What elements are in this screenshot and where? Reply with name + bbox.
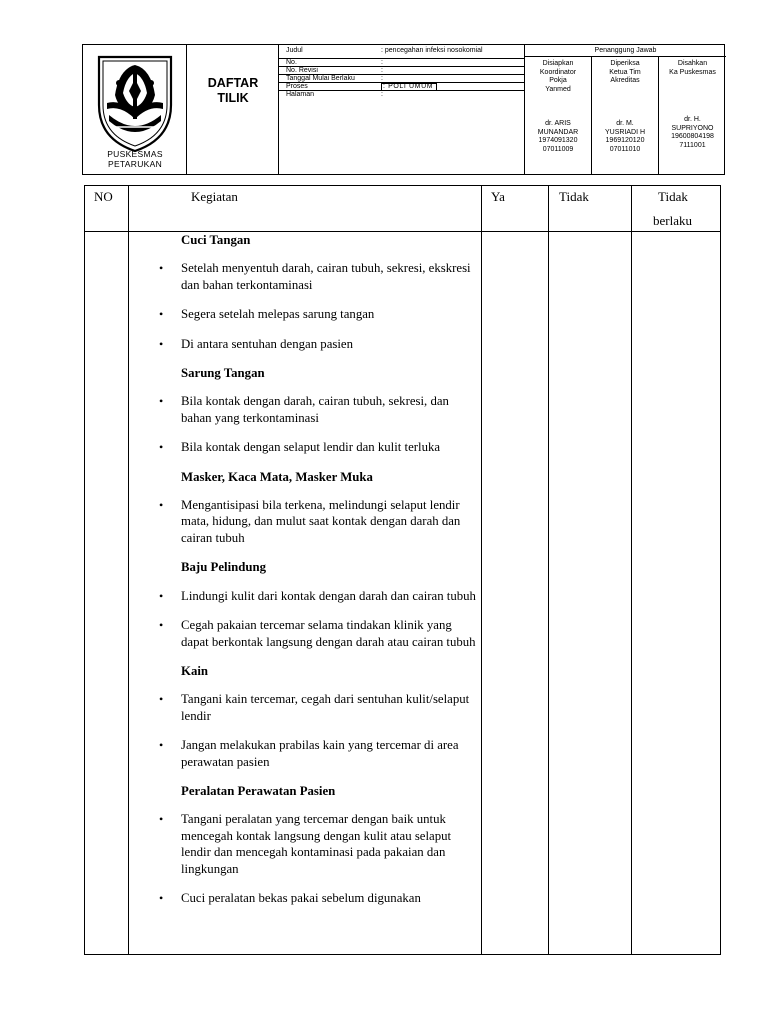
column-divider: [631, 186, 632, 954]
signatory-column-diperiksa: [592, 57, 659, 174]
group-title: Cuci Tangan: [181, 233, 251, 247]
list-item: [159, 691, 481, 724]
info-value: :: [381, 67, 383, 74]
signatory-nip: 7111001: [679, 141, 706, 149]
checklist-items: [159, 232, 481, 919]
list-item: [159, 497, 481, 546]
item-text: Segera setelah melepas sarung tangan: [181, 307, 375, 322]
info-value: :: [381, 59, 383, 66]
item-text: Di antara sentuhan dengan pasien: [181, 336, 353, 351]
info-value: :: [381, 91, 383, 98]
group-title: Baju Pelindung: [181, 560, 266, 575]
signatory-nip: 07011009: [542, 145, 574, 153]
group-title: Masker, Kaca Mata, Masker Muka: [181, 469, 373, 484]
logo-caption-line-1: PUSKESMAS: [107, 149, 163, 159]
list-item: [159, 260, 481, 293]
role-text: Disiapkan: [542, 60, 574, 67]
item-text: Mengantisipasi bila terkena, melindungi selaput lendir mata, hidung, dan mulut saat kontak dengan darah dan cairan tubuh: [181, 498, 461, 545]
item-text: Setelah menyentuh darah, cairan tubuh, sekresi, ekskresi dan bahan terkontaminasi: [181, 261, 471, 292]
signatory-nip: 1969120120: [605, 137, 645, 144]
list-item: [159, 588, 481, 604]
document-title-line-2: TILIK: [217, 91, 249, 105]
signatory-name: dr. M.: [616, 120, 634, 127]
info-label: Tanggal Mulai Berlaku: [286, 75, 355, 82]
role-text: Ka Puskesmas: [669, 68, 716, 76]
group-peralatan: [159, 783, 481, 906]
list-item: [159, 393, 481, 426]
role-text: Yanmed: [545, 85, 571, 93]
column-header-tidak: Tidak: [559, 189, 589, 204]
item-text: Cuci peralatan bekas pakai sebelum digunakan: [181, 890, 421, 905]
info-label: No. Revisi: [286, 67, 318, 74]
signatory-name: dr. H.: [684, 116, 701, 123]
bullet-icon: •: [159, 618, 164, 633]
bullet-icon: •: [159, 498, 164, 513]
group-baju-pelindung: [159, 559, 481, 650]
bullet-icon: •: [159, 440, 164, 455]
bullet-icon: •: [159, 738, 164, 753]
item-text: Bila kontak dengan darah, cairan tubuh, sekresi, dan bahan yang terkontaminasi: [181, 394, 449, 425]
document-title: [187, 45, 279, 174]
item-text: Bila kontak dengan selaput lendir dan kulit terluka: [181, 440, 441, 455]
list-item: [159, 439, 481, 455]
signatory-name: dr. ARIS: [545, 120, 571, 127]
list-item: [159, 336, 481, 352]
signatory-column-disiapkan: [525, 57, 592, 174]
column-divider: [481, 186, 482, 954]
bullet-icon: •: [159, 261, 164, 276]
info-label: Proses: [286, 83, 308, 90]
penanggung-jawab-block: [524, 45, 725, 174]
bullet-icon: •: [159, 890, 164, 905]
info-value: : POLI UMUM: [381, 83, 437, 91]
role-text: Koordinator: [539, 68, 577, 76]
puskesmas-emblem-icon: [93, 53, 177, 153]
list-item: [159, 306, 481, 322]
list-item: [159, 737, 481, 770]
column-header-kegiatan: Kegiatan: [191, 189, 238, 204]
info-row-judul: [279, 45, 524, 59]
item-text: Cegah pakaian tercemar selama tindakan klinik yang dapat berkontak langsung dengan darah atau cairan tubuh: [181, 618, 476, 649]
signatory-name: SUPRIYONO: [671, 124, 714, 132]
column-header-no: NO: [94, 189, 113, 204]
role-text: Akreditas: [610, 77, 640, 84]
group-cuci-tangan: [159, 232, 481, 352]
info-row-halaman: [279, 91, 524, 99]
bullet-icon: •: [159, 307, 164, 322]
group-kain: [159, 663, 481, 770]
list-item: [159, 811, 481, 877]
signatory-nip: 07011010: [609, 145, 641, 153]
info-value: : pencegahan infeksi nosokomial: [381, 47, 483, 54]
group-title: Kain: [181, 663, 209, 678]
column-header-tidak-berlaku-line-1: Tidak: [658, 189, 688, 204]
bullet-icon: •: [159, 812, 164, 827]
info-row-revisi: [279, 67, 524, 75]
item-text: Tangani kain tercemar, cegah dari sentuhan kulit/selaput lendir: [181, 692, 470, 723]
column-header-ya: Ya: [491, 189, 505, 204]
document-title-line-1: DAFTAR: [207, 76, 259, 90]
column-divider: [128, 186, 129, 954]
group-masker: [159, 469, 481, 547]
info-row-tanggal: [279, 75, 524, 83]
group-sarung-tangan: [159, 365, 481, 456]
bullet-icon: •: [159, 692, 164, 707]
signatory-name: YUSRIADI H: [604, 128, 646, 136]
info-row-no: [279, 59, 524, 67]
logo-caption-line-2: PETARUKAN: [107, 159, 163, 169]
column-header-tidak-berlaku-line-2: berlaku: [653, 213, 692, 228]
group-title: Sarung Tangan: [181, 366, 265, 381]
role-text: Ketua Tim: [609, 68, 641, 76]
info-value: :: [381, 75, 383, 82]
info-label: No.: [286, 59, 297, 66]
list-item: [159, 890, 481, 906]
signatory-nip: 1974091320: [538, 137, 578, 144]
info-label: Halaman: [286, 91, 315, 98]
signatory-nip: 19600804198: [671, 133, 714, 140]
document-info-table: [279, 45, 524, 174]
bullet-icon: •: [159, 394, 164, 409]
role-text: Pokja: [549, 77, 567, 84]
logo-cell: [83, 45, 187, 174]
list-item: [159, 617, 481, 650]
info-label: Judul: [286, 47, 303, 54]
signatory-name: MUNANDAR: [537, 128, 579, 136]
group-title: Peralatan Perawatan Pasien: [181, 783, 336, 798]
role-text: Diperiksa: [610, 60, 640, 67]
penanggung-jawab-title: Penanggung Jawab: [525, 45, 726, 57]
signatory-column-disahkan: [659, 57, 726, 174]
item-text: Jangan melakukan prabilas kain yang tercemar di area perawatan pasien: [181, 738, 459, 769]
document-header: [82, 44, 725, 175]
bullet-icon: •: [159, 336, 164, 351]
column-divider: [548, 186, 549, 954]
info-row-proses: [279, 83, 524, 91]
bullet-icon: •: [159, 588, 164, 603]
role-text: Disahkan: [677, 60, 708, 67]
item-text: Tangani peralatan yang tercemar dengan baik untuk mencegah kontak langsung dengan kulit atau selaput lendir dan mencegah kontaminasi pada pakaian dan lingkungan: [181, 812, 452, 876]
item-text: Lindungi kulit dari kontak dengan darah dan cairan tubuh: [181, 588, 476, 603]
